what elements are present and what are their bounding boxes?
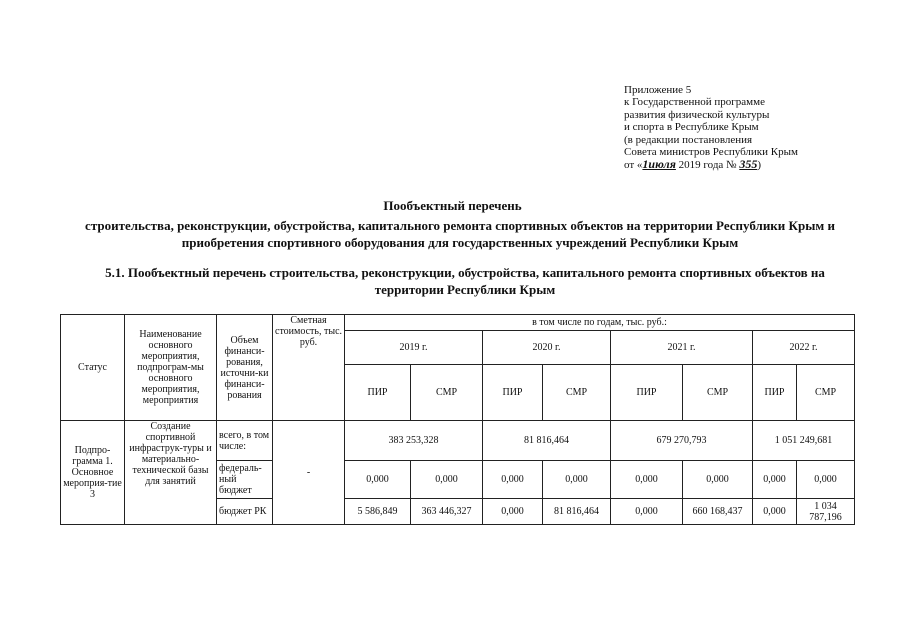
financing-table — [60, 314, 855, 525]
document-subtitle: строительства, реконструкции, обустройства, капитального ремонта спортивных объектов на территории Республики Крым и приобретения спортивного оборудования для государственных учреждений Республики Крым — [85, 218, 835, 250]
value-cell: 0,000 — [345, 461, 411, 499]
value-cell: 363 446,327 — [411, 499, 483, 525]
source-total: всего, в том числе: — [217, 421, 273, 461]
value-cell: 0,000 — [483, 499, 543, 525]
appendix-line: развития физической культуры — [624, 108, 770, 121]
header-pir: ПИР — [345, 365, 411, 421]
handwritten-date: 1июля — [642, 157, 676, 172]
total-2022: 1 051 249,681 — [753, 421, 855, 461]
value-cell: 1 034 787,196 — [797, 499, 855, 525]
header-pir: ПИР — [483, 365, 543, 421]
value-cell: 0,000 — [753, 499, 797, 525]
header-year: 2019 г. — [345, 331, 483, 365]
header-status: Статус — [61, 315, 125, 421]
cost-cell: - — [273, 421, 345, 525]
handwritten-number: 355 — [739, 157, 758, 172]
header-smr: СМР — [683, 365, 753, 421]
value-cell: 0,000 — [753, 461, 797, 499]
date-prefix: от « — [624, 159, 643, 172]
header-year: 2021 г. — [611, 331, 753, 365]
total-2019: 383 253,328 — [345, 421, 483, 461]
header-name: Наименование основного мероприятия, подпрограм-мы основного мероприятия, мероприятия — [125, 315, 217, 421]
appendix-date-line — [624, 158, 798, 171]
status-cell: Подпро-грамма 1. Основное мероприя-тие 3 — [61, 421, 125, 525]
header-volume: Объем финанси-рования, источни-ки финанси-рования — [217, 315, 273, 421]
header-pir: ПИР — [611, 365, 683, 421]
header-by-year: в том числе по годам, тыс. руб.: — [345, 315, 855, 331]
appendix-line: Приложение 5 — [624, 84, 692, 96]
value-cell: 81 816,464 — [543, 499, 611, 525]
date-suffix: ) — [757, 159, 761, 172]
appendix-line: (в редакции постановления — [624, 133, 753, 146]
value-cell: 5 586,849 — [345, 499, 411, 525]
header-pir: ПИР — [753, 365, 797, 421]
section-heading: 5.1. Пообъектный перечень строительства, реконструкции, обустройства, капитального ремонта спортивных объектов на территории Республики Крым — [105, 265, 825, 297]
header-smr: СМР — [411, 365, 483, 421]
total-2020: 81 816,464 — [483, 421, 611, 461]
header-smr: СМР — [543, 365, 611, 421]
value-cell: 660 168,437 — [683, 499, 753, 525]
value-cell: 0,000 — [483, 461, 543, 499]
value-cell: 0,000 — [543, 461, 611, 499]
total-2021: 679 270,793 — [611, 421, 753, 461]
header-year: 2020 г. — [483, 331, 611, 365]
appendix-line: Совета министров Республики Крым — [624, 146, 798, 159]
value-cell: 0,000 — [611, 461, 683, 499]
value-cell: 0,000 — [611, 499, 683, 525]
appendix-line: к Государственной программе — [624, 96, 765, 109]
source-federal: федераль-ный бюджет — [217, 461, 273, 499]
date-mid: 2019 года № — [675, 159, 740, 172]
value-cell: 0,000 — [683, 461, 753, 499]
document-title: Пообъектный перечень — [383, 198, 522, 213]
appendix-line: и спорта в Республике Крым — [624, 121, 759, 134]
source-regional: бюджет РК — [217, 499, 273, 525]
header-cost: Сметная стоимость, тыс. руб. — [273, 315, 345, 421]
header-smr: СМР — [797, 365, 855, 421]
appendix-block — [624, 84, 798, 172]
value-cell: 0,000 — [411, 461, 483, 499]
name-cell: Создание спортивной инфраструк-туры и материально-технической базы для занятий — [125, 421, 217, 525]
value-cell: 0,000 — [797, 461, 855, 499]
header-year: 2022 г. — [753, 331, 855, 365]
